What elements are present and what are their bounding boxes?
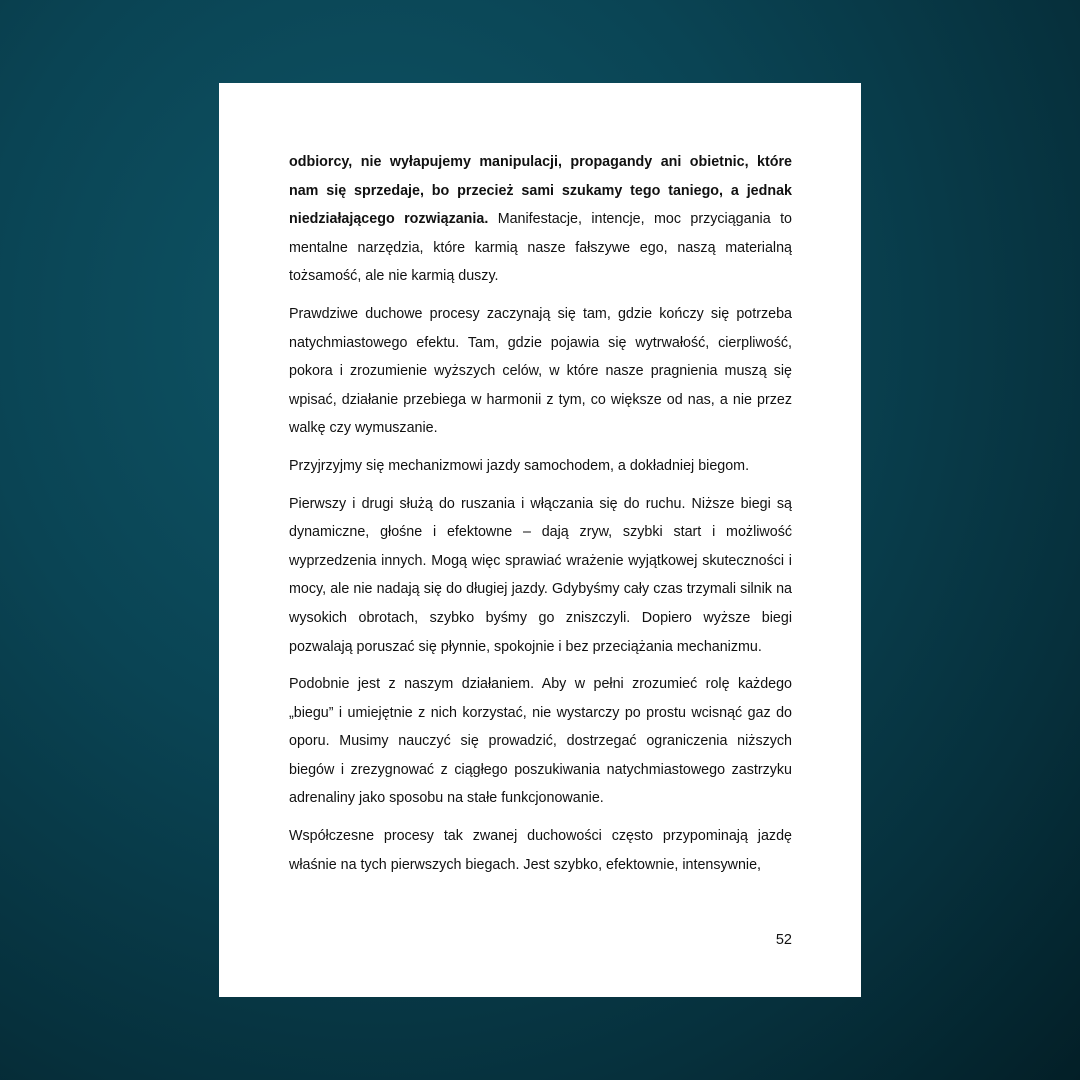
paragraph: Współczesne procesy tak zwanej duchowości często przypominają jazdę właśnie na tych pierwszych biegach. Jest szybko, efektownie, intensywnie, — [289, 828, 792, 873]
paragraph: Prawdziwe duchowe procesy zaczynają się tam, gdzie kończy się potrzeba natychmiastowego efektu. Tam, gdzie pojawia się wytrwałość, cierpliwość, pokora i zrozumienie wyższych celów, w które nasze pragnienia muszą się wpisać, działanie przebiega w harmonii z tym, co większe od nas, a nie przez walkę czy wymuszanie. — [289, 305, 792, 437]
paragraph — [289, 148, 792, 291]
paragraph-text: Manifestacje, intencje, moc przyciągania to mentalne narzędzia, które karmią nasze fałszywe ego, naszą materialną tożsamość, ale nie karmią duszy. — [289, 211, 792, 285]
paragraph: Podobnie jest z naszym działaniem. Aby w pełni zrozumieć rolę każdego „biegu” i umiejętnie z nich korzystać, nie wystarczy po prostu wcisnąć gaz do oporu. Musimy nauczyć się prowadzić, dostrzegać ograniczenia niższych biegów i zrezygnować z ciągłego poszukiwania natychmiastowego zastrzyku adrenaliny jako sposobu na stałe funkcjonowanie. — [289, 676, 792, 807]
paragraph: Pierwszy i drugi służą do ruszania i włączania się do ruchu. Niższe biegi są dynamiczne, głośne i efektowne – dają zryw, szybki start i możliwość wyprzedzenia innych. Mogą więc sprawiać wrażenie wyjątkowej skuteczności i mocy, ale nie nadają się do długiej jazdy. Gdybyśmy cały czas trzymali silnik na wysokich obrotach, szybko byśmy go zniszczyli. Dopiero wyższe biegi pozwalają poruszać się płynnie, spokojnie i bez przeciążania mechanizmu. — [289, 495, 792, 655]
page-number: 52 — [775, 932, 792, 948]
page-body — [289, 148, 792, 879]
book-page — [219, 83, 861, 997]
paragraph: Przyjrzyjmy się mechanizmowi jazdy samochodem, a dokładniej biegom. — [289, 457, 750, 474]
paragraph-bold-text: odbiorcy, nie wyłapujemy manipulacji, propagandy ani obietnic, które nam się sprzedaje, bo przecież sami szukamy tego taniego, a jednak niedziałającego rozwiązania. — [289, 154, 792, 228]
